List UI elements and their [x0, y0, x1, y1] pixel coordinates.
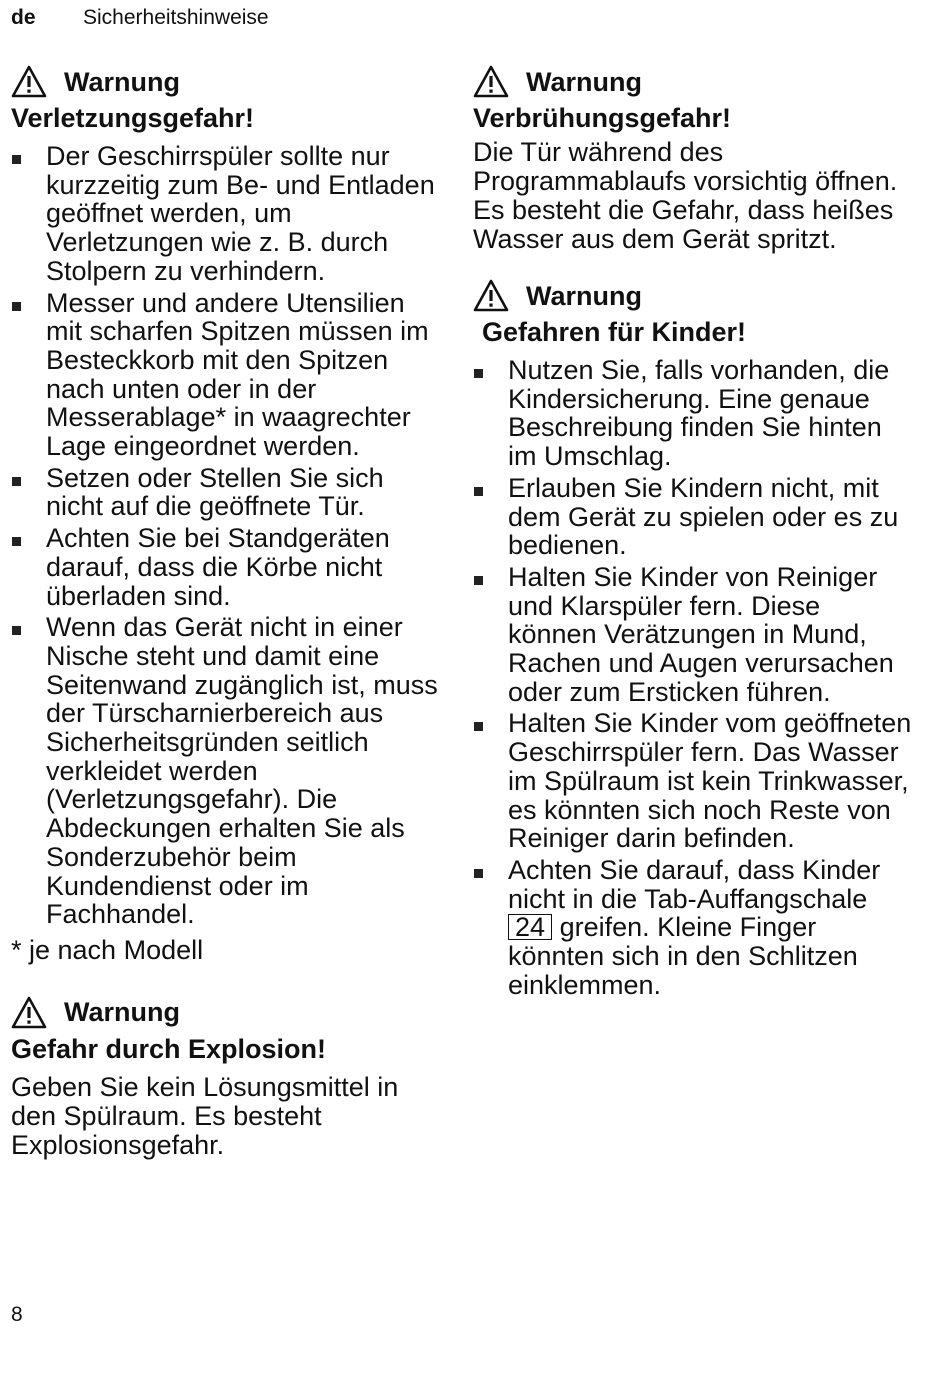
list-item: Nutzen Sie, falls vorhanden, die Kindersicherung. Eine genaue Beschreibung finden Sie hinten im Umschlag. [473, 356, 913, 471]
list-item: Achten Sie darauf, dass Kinder nicht in die Tab-Auffangschale 24 greifen. Kleine Finger könnten sich in den Schlitzen einklemmen. [473, 856, 913, 1000]
warning-heading [473, 62, 913, 102]
warning-heading [11, 62, 443, 102]
square-bullet-icon [474, 576, 483, 585]
list-item: Der Geschirrspüler sollte nur kurzzeitig zum Be- und Entladen geöffnet werden, um Verletzungen wie z. B. durch Stolpern zu verhindern. [11, 142, 443, 286]
warning-title: Gefahr durch Explosion! [11, 1033, 327, 1064]
list-item: Wenn das Gerät nicht in einer Nische steht und damit eine Seitenwand zugänglich ist, muss der Türscharnierbereich aus Sicherheitsgründen seitlich verkleidet werden (Verletzungsgefahr). Die Abdeckungen erhalten Sie als Sonderzubehör beim Kundendienst oder im Fachhandel. [11, 613, 443, 929]
warning-triangle-icon [11, 996, 47, 1030]
warning-title: Gefahren für Kinder! [482, 317, 747, 347]
warning-scalding-block [473, 62, 913, 254]
section-title: Sicherheitshinweise [83, 6, 269, 29]
left-column [11, 62, 443, 1186]
right-column [473, 62, 913, 1025]
warning-injury-block [11, 62, 443, 965]
warning-list [11, 142, 443, 929]
warning-title: Verbrühungsgefahr! [473, 103, 732, 133]
list-item: Messer und andere Utensilien mit scharfen Spitzen müssen im Besteckkorb mit den Spitzen nach unten oder in der Messerablage* in waagrechter Lage eingeordnet werden. [11, 289, 443, 461]
warning-label: Warnung [64, 997, 180, 1028]
warning-title: Verletzungsgefahr! [11, 103, 255, 133]
page-header [11, 6, 269, 30]
language-code: de [11, 6, 36, 29]
reference-number-badge: 24 [508, 914, 552, 940]
list-item: Achten Sie bei Standgeräten darauf, dass die Körbe nicht überladen sind. [11, 524, 443, 610]
warning-triangle-icon [473, 279, 509, 313]
warning-explosion-block [11, 993, 443, 1160]
warning-text: Geben Sie kein Lösungsmittel in den Spülraum. Es besteht Explosionsgefahr. [11, 1071, 399, 1160]
warning-label: Warnung [64, 66, 180, 97]
footnote: * je nach Modell [11, 934, 204, 965]
list-item: Halten Sie Kinder vom geöffneten Geschirrspüler fern. Das Wasser im Spülraum ist kein Trinkwasser, es könnten sich noch Reste von Reiniger darin befinden. [473, 709, 913, 853]
square-bullet-icon [12, 302, 21, 311]
warning-heading [11, 993, 443, 1033]
warning-list [473, 356, 913, 999]
list-item: Erlauben Sie Kindern nicht, mit dem Gerät zu spielen oder es zu bedienen. [473, 474, 913, 560]
page-number: 8 [11, 1303, 23, 1326]
square-bullet-icon [12, 626, 21, 635]
square-bullet-icon [474, 722, 483, 731]
warning-triangle-icon [473, 65, 509, 99]
list-item: Halten Sie Kinder von Reiniger und Klarspüler fern. Diese können Verätzungen in Mund, Rachen und Augen verursachen oder zum Ersticken führen. [473, 563, 913, 707]
list-item: Setzen oder Stellen Sie sich nicht auf die geöffnete Tür. [11, 464, 443, 521]
warning-triangle-icon [11, 65, 47, 99]
square-bullet-icon [474, 869, 483, 878]
square-bullet-icon [12, 477, 21, 486]
warning-children-block [473, 276, 913, 999]
square-bullet-icon [474, 369, 483, 378]
square-bullet-icon [12, 537, 21, 546]
warning-text: Die Tür während des Programmablaufs vorsichtig öffnen. Es besteht die Gefahr, dass heißes Wasser aus dem Gerät spritzt. [473, 137, 898, 254]
warning-heading [473, 276, 913, 316]
square-bullet-icon [12, 155, 21, 164]
square-bullet-icon [474, 487, 483, 496]
warning-label: Warnung [526, 66, 642, 97]
warning-label: Warnung [526, 280, 642, 311]
